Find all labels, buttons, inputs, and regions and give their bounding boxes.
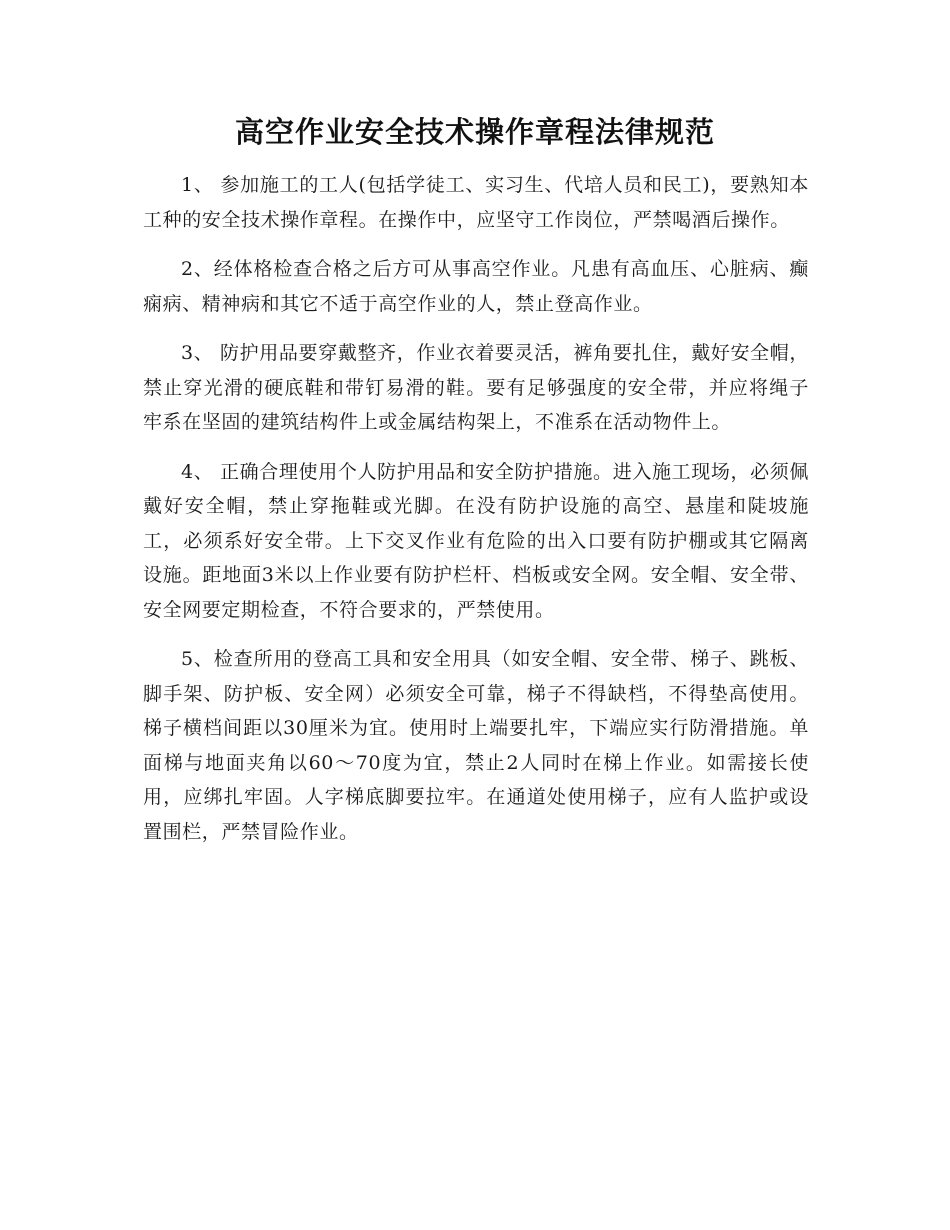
paragraph-1: 1、 参加施工的工人(包括学徒工、实习生、代培人员和民工)，要熟知本工种的安全技术操作章程。在操作中，应坚守工作岗位，严禁喝酒后操作。 <box>143 174 809 231</box>
paragraph-2: 2、经体格检查合格之后方可从事高空作业。凡患有高血压、心脏病、癫痫病、精神病和其它不适于高空作业的人，禁止登高作业。 <box>143 258 809 315</box>
document-title: 高空作业安全技术操作章程法律规范 <box>234 115 715 149</box>
document-body <box>143 168 809 864</box>
paragraph-5: 5、检查所用的登高工具和安全用具（如安全帽、安全带、梯子、跳板、脚手架、防护板、安全网）必须安全可靠，梯子不得缺档，不得垫高使用。梯子横档间距以30厘米为宜。使用时上端要扎牢，下端应实行防滑措施。单面梯与地面夹角以60～70度为宜，禁止2人同时在梯上作业。如需接长使用，应绑扎牢固。人字梯底脚要拉牢。在通道处使用梯子，应有人监护或设置围栏，严禁冒险作业。 <box>143 648 809 843</box>
paragraph-4: 4、 正确合理使用个人防护用品和安全防护措施。进入施工现场，必须佩戴好安全帽，禁止穿拖鞋或光脚。在没有防护设施的高空、悬崖和陡坡施工，必须系好安全带。上下交叉作业有危险的出入口要有防护棚或其它隔离设施。距地面3米以上作业要有防护栏杆、档板或安全网。安全帽、安全带、安全网要定期检查，不符合要求的，严禁使用。 <box>143 460 809 621</box>
paragraph-3: 3、 防护用品要穿戴整齐，作业衣着要灵活，裤角要扎住，戴好安全帽，禁止穿光滑的硬底鞋和带钉易滑的鞋。要有足够强度的安全带，并应将绳子牢系在坚固的建筑结构件上或金属结构架上，不准系在活动物件上。 <box>143 342 809 433</box>
